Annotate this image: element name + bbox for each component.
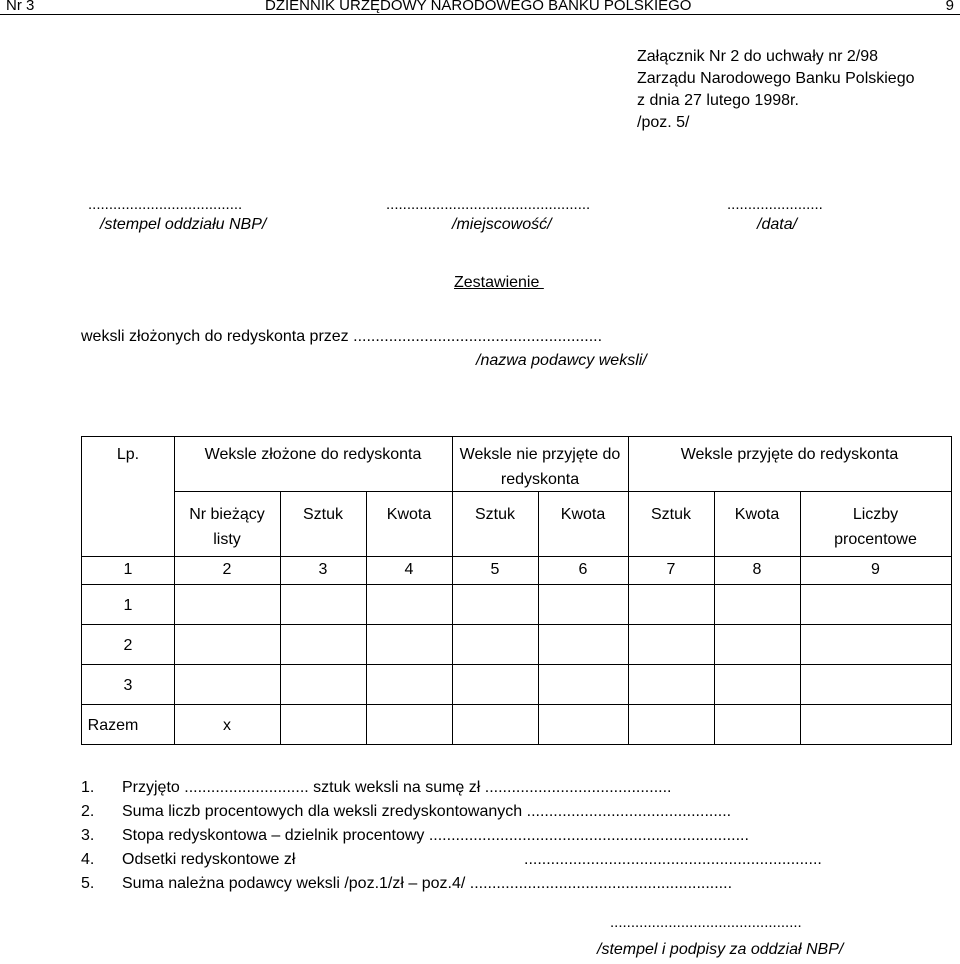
summary-item-number: 2. xyxy=(81,803,95,820)
issue-number: Nr 3 xyxy=(6,0,35,14)
table-divider xyxy=(538,491,539,744)
column-number: 4 xyxy=(404,561,414,578)
signature-caption: /stempel i podpisy za oddział NBP/ xyxy=(597,941,844,958)
summary-item-text[interactable]: Stopa redyskontowa – dzielnik procentowy ........................................................................ xyxy=(122,827,749,844)
subheader-amount: Kwota xyxy=(734,506,780,523)
summary-item-text: Odsetki redyskontowe zł xyxy=(122,851,296,868)
table-divider xyxy=(174,437,175,744)
column-number: 1 xyxy=(123,561,133,578)
page-number: 9 xyxy=(945,0,954,14)
annex-line: z dnia 27 lutego 1998r. xyxy=(637,92,799,109)
subheader-count: Sztuk xyxy=(302,506,343,523)
date-field-caption: /data/ xyxy=(757,216,798,233)
subheader-count: Sztuk xyxy=(474,506,515,523)
column-number: 7 xyxy=(666,561,676,578)
subheader-amount: Kwota xyxy=(386,506,432,523)
subheader-list-number: Nr bieżący xyxy=(189,506,265,523)
stamp-field-dots[interactable]: ..................................... xyxy=(88,196,243,213)
date-field-dots[interactable]: ....................... xyxy=(727,196,823,213)
summary-item-fill-dots[interactable]: ................................................................... xyxy=(524,851,822,868)
summary-item-text[interactable]: Suma należna podawcy weksli /poz.1/zł – poz.4/ ........................................................... xyxy=(122,875,733,892)
submitter-caption: /nazwa podawcy weksli/ xyxy=(476,352,647,369)
column-number: 6 xyxy=(578,561,588,578)
document-title: Zestawienie xyxy=(454,274,544,291)
journal-title: DZIENNIK URZĘDOWY NARODOWEGO BANKU POLSKIEGO xyxy=(265,0,692,14)
column-number: 3 xyxy=(318,561,328,578)
annex-reference xyxy=(637,46,915,134)
table-divider xyxy=(714,491,715,744)
table-divider xyxy=(82,584,951,585)
place-field-caption: /miejscowość/ xyxy=(452,216,552,233)
table-divider xyxy=(366,491,367,744)
row-number: 2 xyxy=(123,637,133,654)
header-submitted: Weksle złożone do redyskonta xyxy=(204,446,422,463)
header-accepted: Weksle przyjęte do redyskonta xyxy=(680,446,899,463)
row-number: 1 xyxy=(123,597,133,614)
column-number: 2 xyxy=(222,561,232,578)
summary-item-number: 1. xyxy=(81,779,95,796)
total-label: Razem xyxy=(87,717,139,734)
table-divider xyxy=(82,556,951,557)
table-divider xyxy=(280,491,281,744)
place-field-dots[interactable]: ................................................. xyxy=(386,196,591,213)
column-number: 5 xyxy=(490,561,500,578)
summary-item-text[interactable]: Suma liczb procentowych dla weksli zredyskontowanych .............................................. xyxy=(122,803,732,820)
subheader-count: Sztuk xyxy=(650,506,691,523)
table-divider xyxy=(82,624,951,625)
stamp-field-caption: /stempel oddziału NBP/ xyxy=(100,216,267,233)
column-number: 8 xyxy=(752,561,762,578)
table-divider xyxy=(82,704,951,705)
annex-line: Zarządu Narodowego Banku Polskiego xyxy=(637,70,915,87)
total-na-marker: x xyxy=(223,717,231,734)
bills-table xyxy=(81,436,952,745)
page-header xyxy=(0,0,960,15)
table-divider xyxy=(628,437,629,744)
subheader-list-number: listy xyxy=(213,531,241,548)
table-divider xyxy=(82,664,951,665)
summary-item-number: 5. xyxy=(81,875,95,892)
summary-item-text[interactable]: Przyjęto ............................ sztuk weksli na sumę zł .......................................... xyxy=(122,779,672,796)
annex-line: Załącznik Nr 2 do uchwały nr 2/98 xyxy=(637,48,878,65)
summary-item-number: 4. xyxy=(81,851,95,868)
header-lp: Lp. xyxy=(116,446,140,463)
summary-item-number: 3. xyxy=(81,827,95,844)
column-number: 9 xyxy=(871,561,880,578)
header-rejected: Weksle nie przyjęte do xyxy=(459,446,621,463)
signature-dots[interactable]: .............................................. xyxy=(610,914,802,931)
annex-line: /poz. 5/ xyxy=(637,114,690,131)
submitter-line[interactable]: weksli złożonych do redyskonta przez ........................................................ xyxy=(81,328,603,345)
subheader-amount: Kwota xyxy=(560,506,606,523)
header-rejected: redyskonta xyxy=(500,471,580,488)
row-number: 3 xyxy=(123,677,133,694)
subheader-percent-numbers: Liczby xyxy=(852,506,899,523)
subheader-percent-numbers: procentowe xyxy=(834,531,917,548)
